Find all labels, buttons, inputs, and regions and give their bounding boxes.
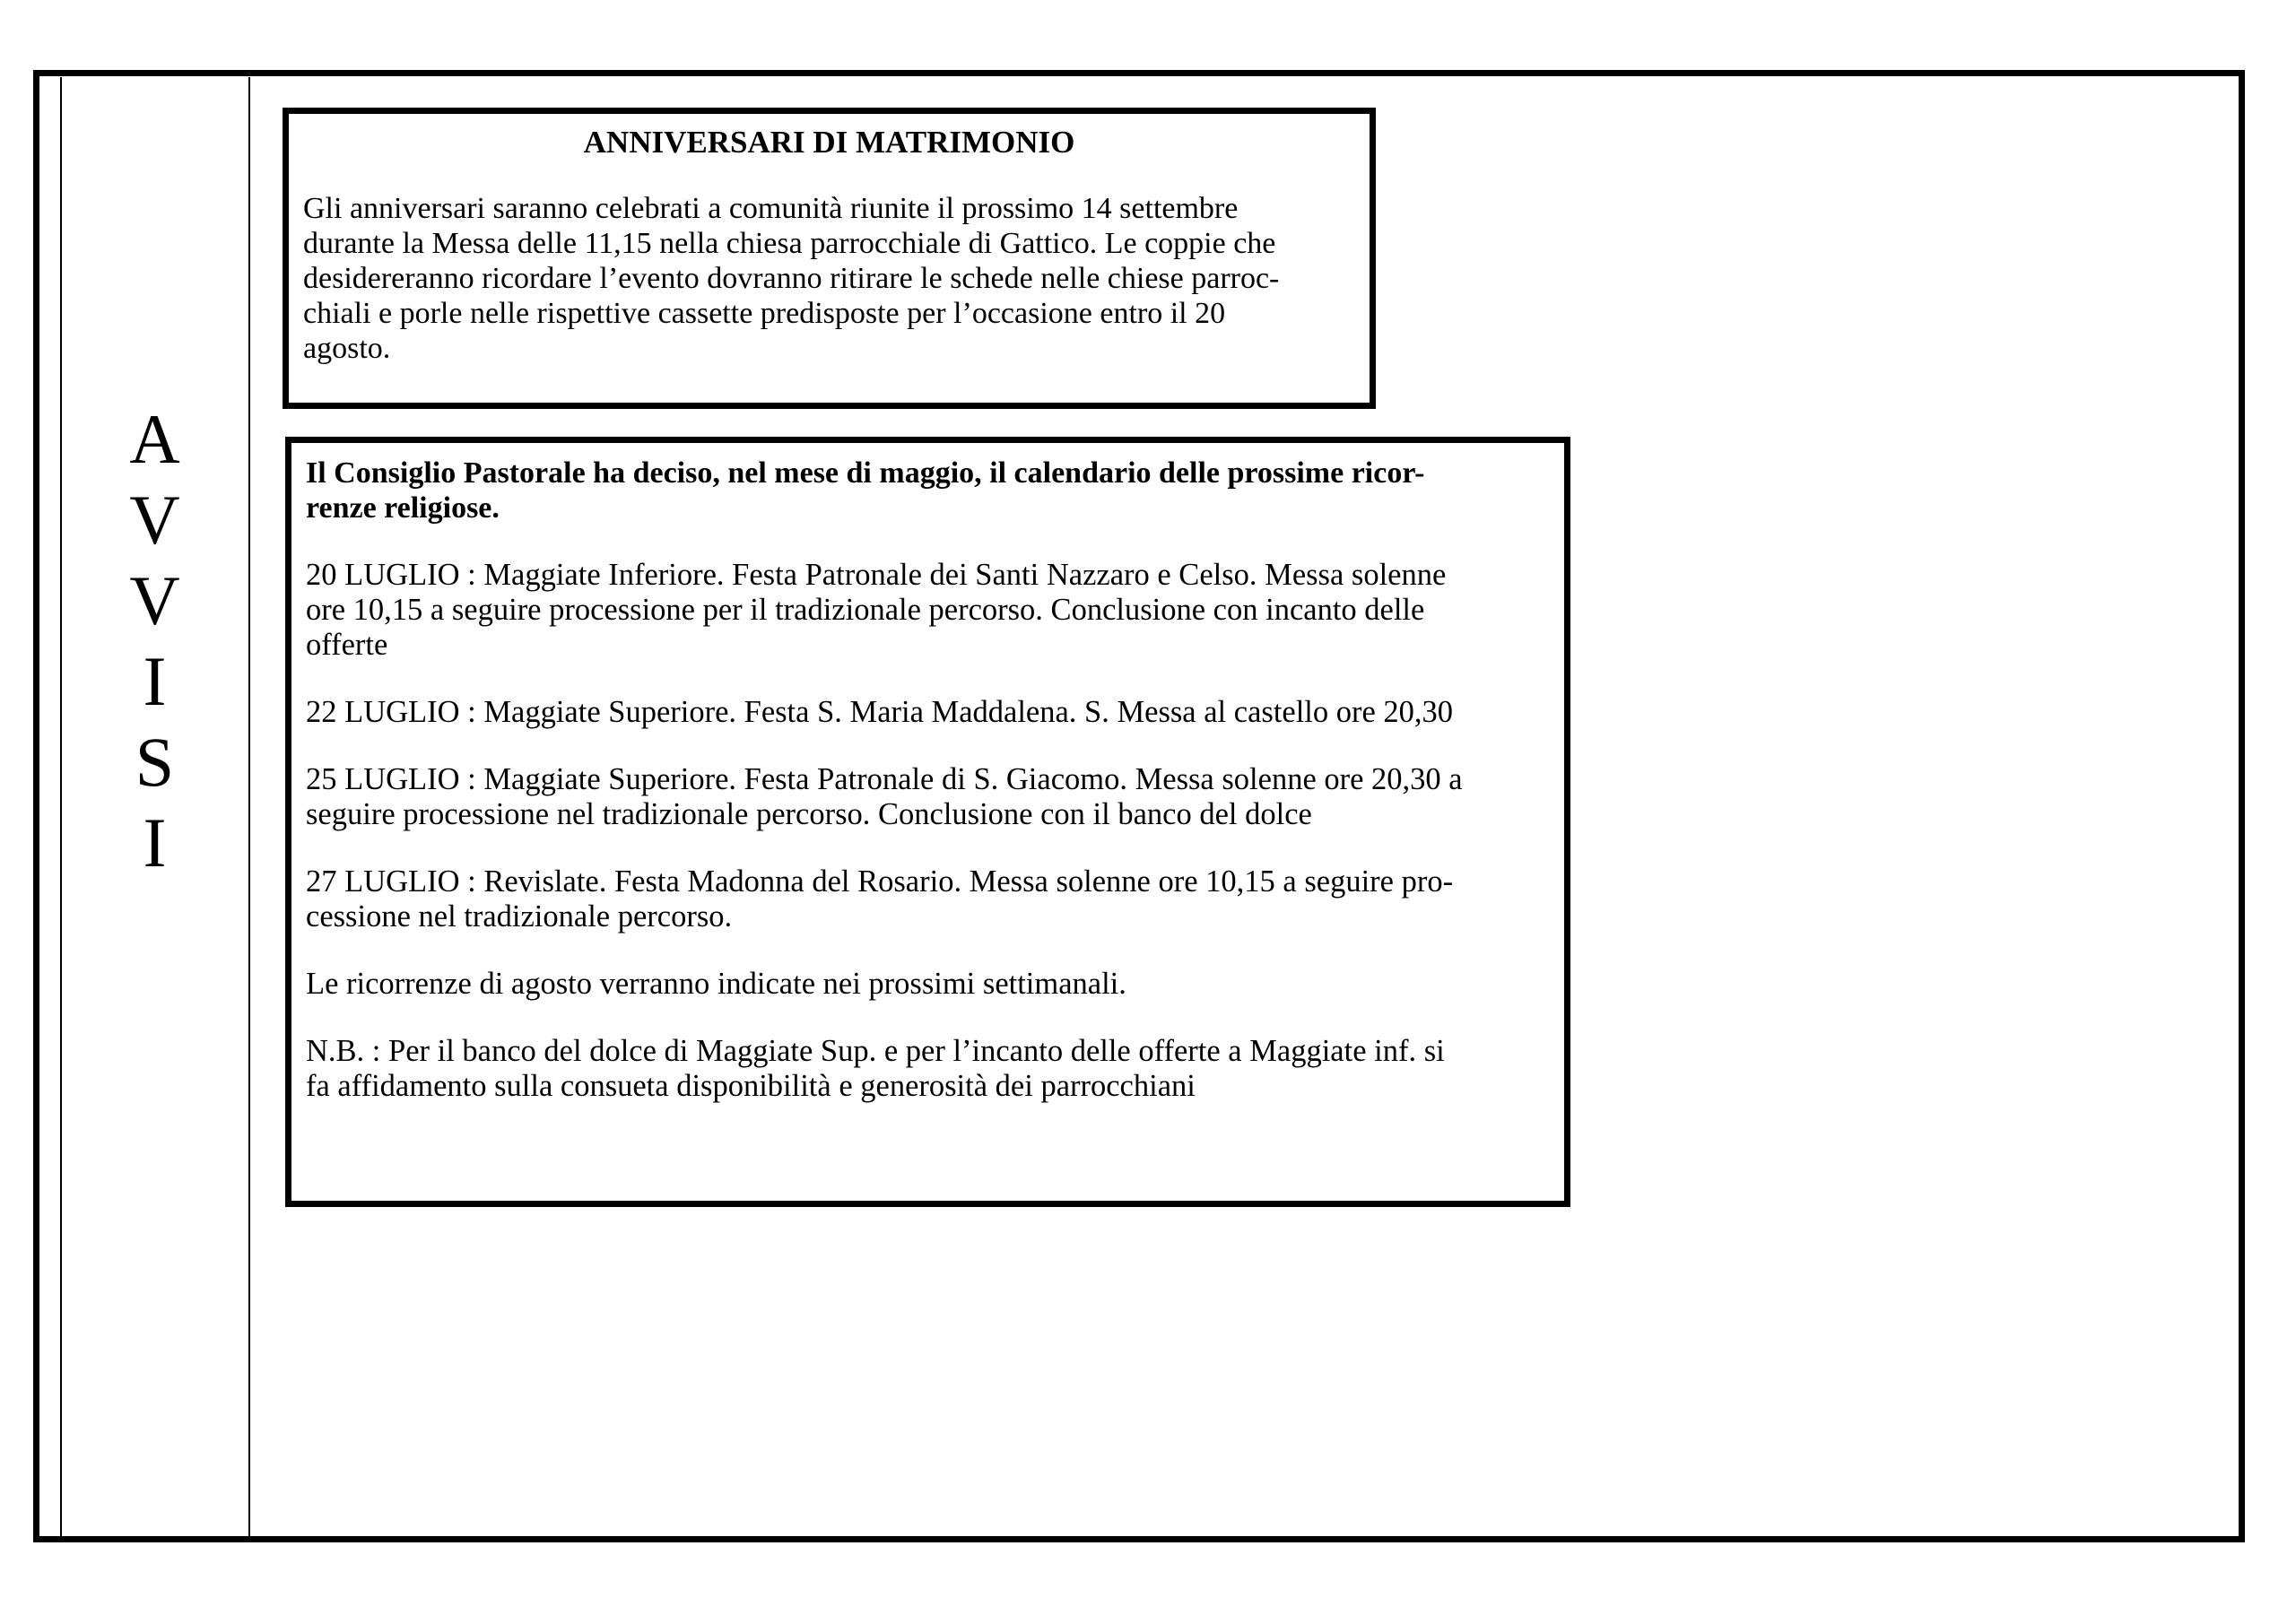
text-line: agosto.	[303, 332, 391, 365]
sidebar-letter: A	[129, 400, 180, 478]
anniversari-box	[283, 108, 1376, 409]
consiglio-lead	[306, 456, 1550, 525]
text-line: seguire processione nel tradizionale percorso. Conclusione con il banco del dolce	[306, 797, 1312, 831]
sidebar-border-left	[60, 77, 62, 1539]
text-line: Il Consiglio Pastorale ha deciso, nel mese di maggio, il calendario delle prossime ricor-	[306, 456, 1425, 490]
text-line: 22 LUGLIO : Maggiate Superiore. Festa S. Maria Maddalena. S. Messa al castello ore 20,30	[306, 695, 1454, 729]
sidebar-letter: V	[129, 481, 180, 559]
anniversari-title: ANNIVERSARI DI MATRIMONIO	[583, 125, 1075, 160]
calendar-item	[306, 558, 1550, 663]
text-line: Le ricorrenze di agosto verranno indicate nei prossimi settimanali.	[306, 967, 1126, 1001]
text-line: 20 LUGLIO : Maggiate Inferiore. Festa Patronale dei Santi Nazzaro e Celso. Messa solenne	[306, 558, 1447, 592]
calendar-item	[306, 864, 1550, 934]
sidebar-avvisi-label	[90, 399, 220, 883]
sidebar-letter: V	[129, 561, 180, 639]
text-line: renze religiose.	[306, 491, 500, 525]
nb-note	[306, 1034, 1550, 1104]
sidebar-letter: I	[143, 642, 167, 720]
sidebar-letter: I	[143, 803, 167, 881]
text-line: chiali e porle nelle rispettive cassette predisposte per l’occasione entro il 20	[303, 297, 1226, 330]
text-line: 27 LUGLIO : Revislate. Festa Madonna del Rosario. Messa solenne ore 10,15 a seguire pro-	[306, 864, 1454, 899]
text-line: desidereranno ricordare l’evento dovranno ritirare le schede nelle chiese parroc-	[303, 262, 1280, 295]
text-line: durante la Messa delle 11,15 nella chiesa parrocchiale di Gattico. Le coppie che	[303, 227, 1276, 260]
sidebar-letter: S	[135, 723, 175, 801]
text-line: offerte	[306, 628, 388, 662]
text-line: N.B. : Per il banco del dolce di Maggiate Sup. e per l’incanto delle offerte a Maggiate inf. si	[306, 1034, 1445, 1068]
text-line: fa affidamento sulla consueta disponibilità e generosità dei parrocchiani	[306, 1069, 1196, 1103]
agosto-note	[306, 967, 1550, 1002]
text-line: cessione nel tradizionale percorso.	[306, 899, 733, 934]
text-line: 25 LUGLIO : Maggiate Superiore. Festa Patronale di S. Giacomo. Messa solenne ore 20,30 a	[306, 762, 1463, 796]
sidebar-border-right	[248, 77, 250, 1539]
anniversari-text	[303, 191, 1355, 366]
calendar-item	[306, 695, 1550, 730]
text-line: Gli anniversari saranno celebrati a comunità riunite il prossimo 14 settembre	[303, 192, 1239, 225]
consiglio-pastorale-box	[285, 437, 1570, 1207]
text-line: ore 10,15 a seguire processione per il tradizionale percorso. Conclusione con incanto delle	[306, 593, 1425, 627]
calendar-item	[306, 762, 1550, 832]
